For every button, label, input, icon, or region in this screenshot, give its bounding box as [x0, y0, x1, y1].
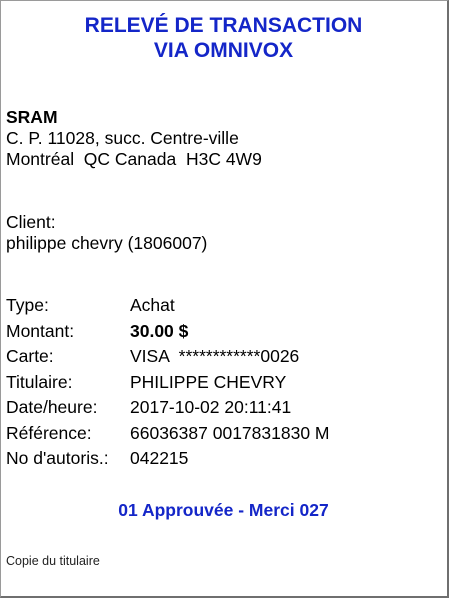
detail-row-authorization: [6, 446, 330, 472]
detail-value-type: Achat: [130, 295, 175, 315]
detail-label: No d'autoris.:: [6, 448, 109, 468]
receipt-title: [1, 13, 446, 63]
detail-value-holder: PHILIPPE CHEVRY: [130, 371, 287, 392]
client-block: [6, 212, 207, 254]
detail-label: Type:: [6, 295, 49, 315]
detail-row-reference: [6, 421, 330, 447]
detail-value-amount: 30.00 $: [130, 320, 189, 341]
detail-row-card: [6, 344, 330, 370]
detail-label: Référence:: [6, 422, 92, 443]
detail-label: Montant:: [6, 320, 75, 341]
detail-label: Titulaire:: [6, 371, 73, 392]
receipt-title-line-2: VIA OMNIVOX: [153, 39, 294, 62]
detail-value-reference: 66036387 0017831830 M: [130, 422, 330, 443]
approval-status: 01 Approuvée - Merci 027: [118, 500, 329, 520]
merchant-name: SRAM: [6, 107, 58, 127]
detail-label: Date/heure:: [6, 397, 98, 417]
merchant-address-line-2: Montréal QC Canada H3C 4W9: [6, 149, 262, 169]
detail-row-type: [6, 293, 330, 319]
detail-row-amount: [6, 319, 330, 345]
copy-note: Copie du titulaire: [6, 554, 100, 568]
detail-value-datetime: 2017-10-02 20:11:41: [130, 397, 292, 417]
detail-row-datetime: [6, 395, 330, 421]
transaction-details: [6, 293, 330, 472]
detail-value-authorization: 042215: [130, 448, 189, 468]
detail-row-holder: [6, 370, 330, 396]
detail-label: Carte:: [6, 346, 54, 366]
client-value: philippe chevry (1806007): [6, 233, 208, 253]
merchant-block: [6, 107, 262, 170]
receipt-title-line-1: RELEVÉ DE TRANSACTION: [84, 14, 363, 37]
detail-value-card: VISA ************0026: [130, 346, 300, 366]
merchant-address-line-1: C. P. 11028, succ. Centre-ville: [6, 128, 239, 148]
client-label: Client:: [6, 212, 56, 232]
